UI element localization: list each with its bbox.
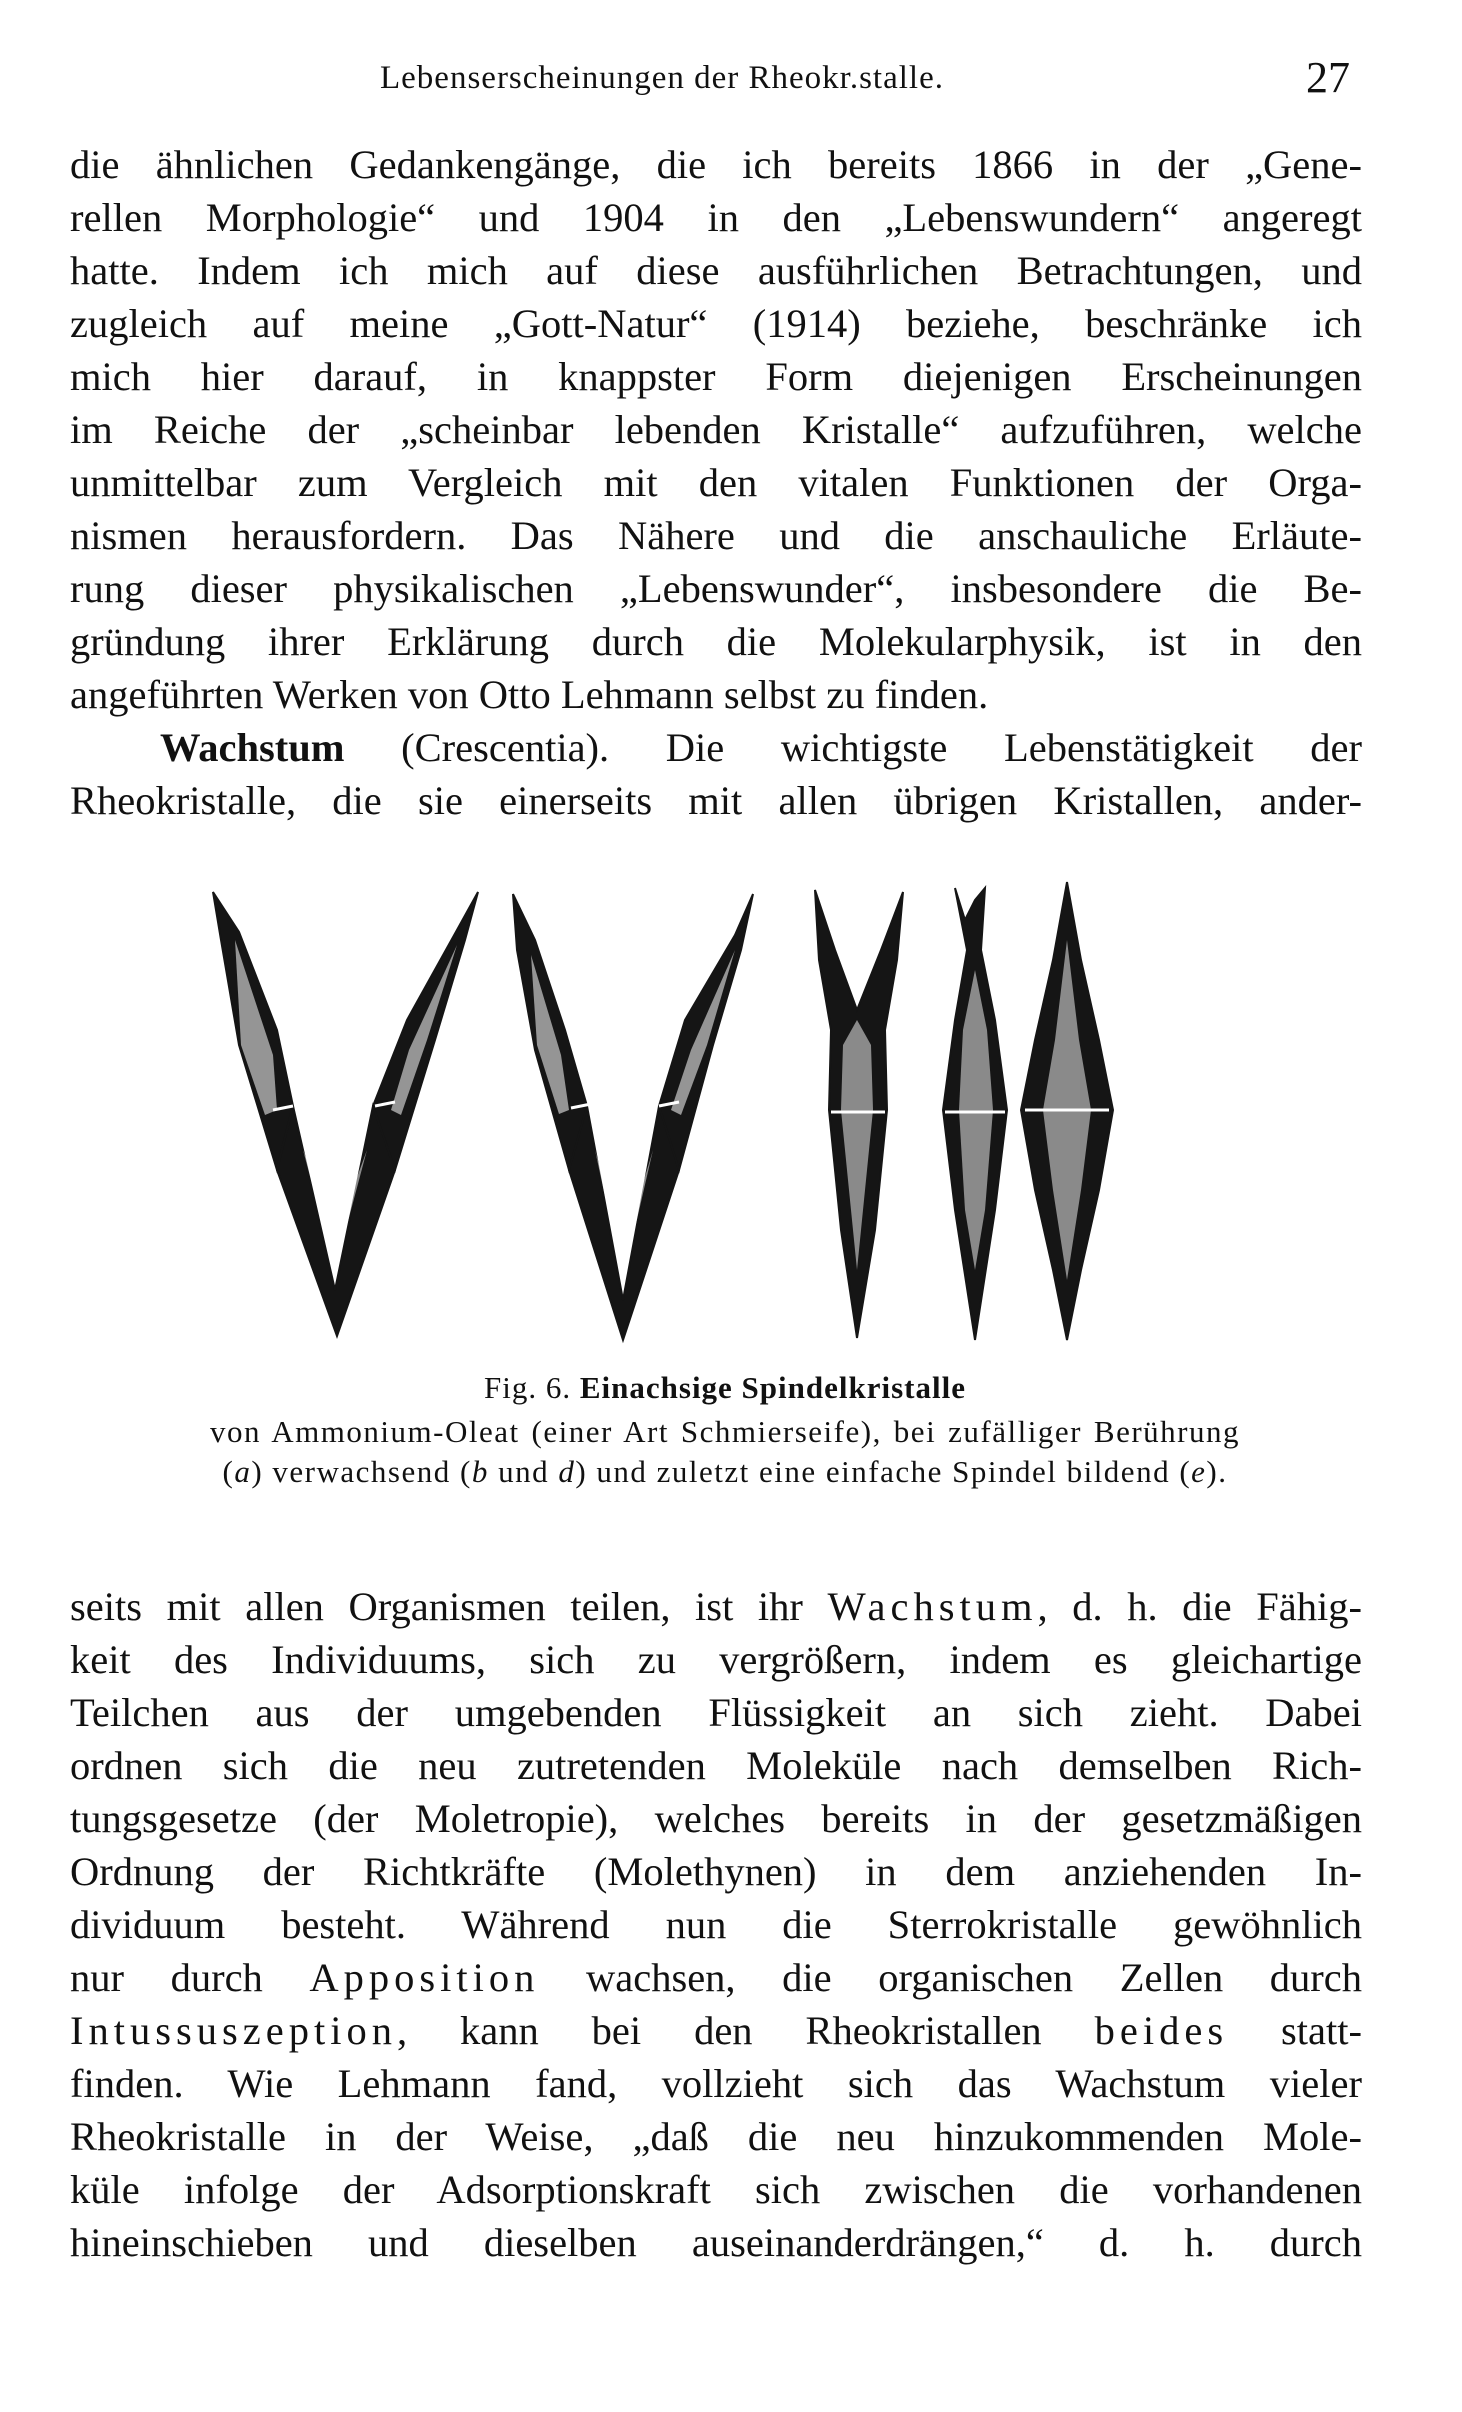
text-line: Rheokristalle in der Weise, „daß die neu hinzukommenden Mole- bbox=[70, 2114, 1362, 2159]
text-line: Ordnung der Richtkräfte (Molethynen) in dem anziehenden In- bbox=[70, 1849, 1362, 1894]
text-line: finden. Wie Lehmann fand, vollzieht sich das Wachstum vieler bbox=[70, 2061, 1362, 2106]
growth-paragraph-line-2: Rheokristalle, die sie einerseits mit allen übrigen Kristallen, ander- bbox=[70, 778, 1362, 823]
text-line: küle infolge der Adsorptionskraft sich zwischen die vorhandenen bbox=[70, 2167, 1362, 2212]
crystal-c bbox=[815, 890, 903, 1338]
text-line: rung dieser physikalischen „Lebenswunder“, insbesondere die Be- bbox=[70, 566, 1362, 611]
text-span: , d. h. die Fähig- bbox=[1037, 1584, 1363, 1629]
crystal-a bbox=[213, 892, 478, 1336]
text-line bbox=[70, 1580, 1362, 1633]
spaced-term: beides bbox=[1094, 2008, 1229, 2053]
running-title: Lebenserscheinungen der Rheokr.stalle. bbox=[380, 60, 944, 96]
caption-letter: e bbox=[1191, 1454, 1207, 1489]
caption-text: und bbox=[488, 1454, 559, 1489]
text-line: im Reiche der „scheinbar lebenden Kristalle“ aufzuführen, welche bbox=[70, 407, 1362, 452]
figure-caption bbox=[200, 1368, 1250, 1492]
spaced-term: Apposition bbox=[309, 1955, 540, 2000]
page-number: 27 bbox=[1306, 53, 1350, 102]
text-line: rellen Morphologie“ und 1904 in den „Lebenswundern“ angeregt bbox=[70, 195, 1362, 240]
text-line: tungsgesetze (der Moletropie), welches bereits in der gesetzmäßigen bbox=[70, 1796, 1362, 1841]
body-text-top bbox=[70, 138, 1362, 827]
text-line: mich hier darauf, in knappster Form diejenigen Erscheinungen bbox=[70, 354, 1362, 399]
text-line bbox=[70, 1951, 1362, 2004]
figure-caption-title bbox=[200, 1368, 1250, 1408]
text-span: seits mit allen Organismen teilen, ist ihr bbox=[70, 1584, 828, 1629]
text-span: nur durch bbox=[70, 1955, 310, 2000]
crystal-e bbox=[1021, 882, 1113, 1340]
caption-letter: d bbox=[558, 1454, 576, 1489]
caption-letter: a bbox=[234, 1454, 252, 1489]
text-line: hineinschieben und dieselben auseinanderdrängen,“ d. h. durch bbox=[70, 2220, 1362, 2265]
text-line: angeführten Werken von Otto Lehmann selbst zu finden. bbox=[70, 672, 989, 717]
running-head bbox=[380, 52, 1360, 112]
section-heading-wachstum: Wachstum bbox=[160, 725, 345, 770]
body-text-bottom bbox=[70, 1580, 1362, 2269]
caption-text: ). bbox=[1206, 1454, 1228, 1489]
text-span: wachsen, die organischen Zellen durch bbox=[539, 1955, 1362, 2000]
text-line bbox=[70, 2004, 1362, 2057]
figure-caption-body bbox=[210, 1412, 1240, 1492]
crystal-b bbox=[513, 894, 753, 1340]
spindle-crystals-illustration bbox=[195, 870, 1255, 1350]
growth-paragraph-line-1 bbox=[70, 721, 1362, 774]
spaced-term: Wachstum bbox=[827, 1584, 1038, 1629]
figure-label: Fig. 6. bbox=[483, 1370, 572, 1405]
text-line: Teilchen aus der umgebenden Flüssigkeit an sich zieht. Dabei bbox=[70, 1690, 1362, 1735]
text-line: dividuum besteht. Während nun die Sterrokristalle gewöhnlich bbox=[70, 1902, 1362, 1947]
figure-spindle-crystals bbox=[195, 870, 1255, 1350]
text-line: gründung ihrer Erklärung durch die Molekularphysik, ist in den bbox=[70, 619, 1362, 664]
spaced-term: Intussuszeption bbox=[70, 2008, 397, 2053]
text-line: nismen herausfordern. Das Nähere und die anschauliche Erläute- bbox=[70, 513, 1362, 558]
text-line: unmittelbar zum Vergleich mit den vitalen Funktionen der Orga- bbox=[70, 460, 1362, 505]
crystal-d bbox=[943, 888, 1007, 1340]
text-line: keit des Individuums, sich zu vergrößern, indem es gleichartige bbox=[70, 1637, 1362, 1682]
text-span: , kann bei den Rheokristallen bbox=[396, 2008, 1095, 2053]
caption-text: von Ammonium-Oleat (einer Art Schmierseife), bei zufälliger Berührung ( bbox=[210, 1414, 1240, 1489]
text-span: statt- bbox=[1228, 2008, 1362, 2053]
text-line: die ähnlichen Gedankengänge, die ich bereits 1866 in der „Gene- bbox=[70, 142, 1362, 187]
caption-letter: b bbox=[471, 1454, 489, 1489]
figure-title: Einachsige Spindelkristalle bbox=[579, 1370, 966, 1405]
caption-text: ) verwachsend ( bbox=[251, 1454, 472, 1489]
caption-text: ) und zuletzt eine einfache Spindel bildend ( bbox=[575, 1454, 1192, 1489]
text-line: ordnen sich die neu zutretenden Moleküle nach demselben Rich- bbox=[70, 1743, 1362, 1788]
text-line: zugleich auf meine „Gott-Natur“ (1914) beziehe, beschränke ich bbox=[70, 301, 1362, 346]
text-line: hatte. Indem ich mich auf diese ausführlichen Betrachtungen, und bbox=[70, 248, 1362, 293]
text-span: (Crescentia). Die wichtigste Lebenstätigkeit der bbox=[344, 725, 1362, 770]
